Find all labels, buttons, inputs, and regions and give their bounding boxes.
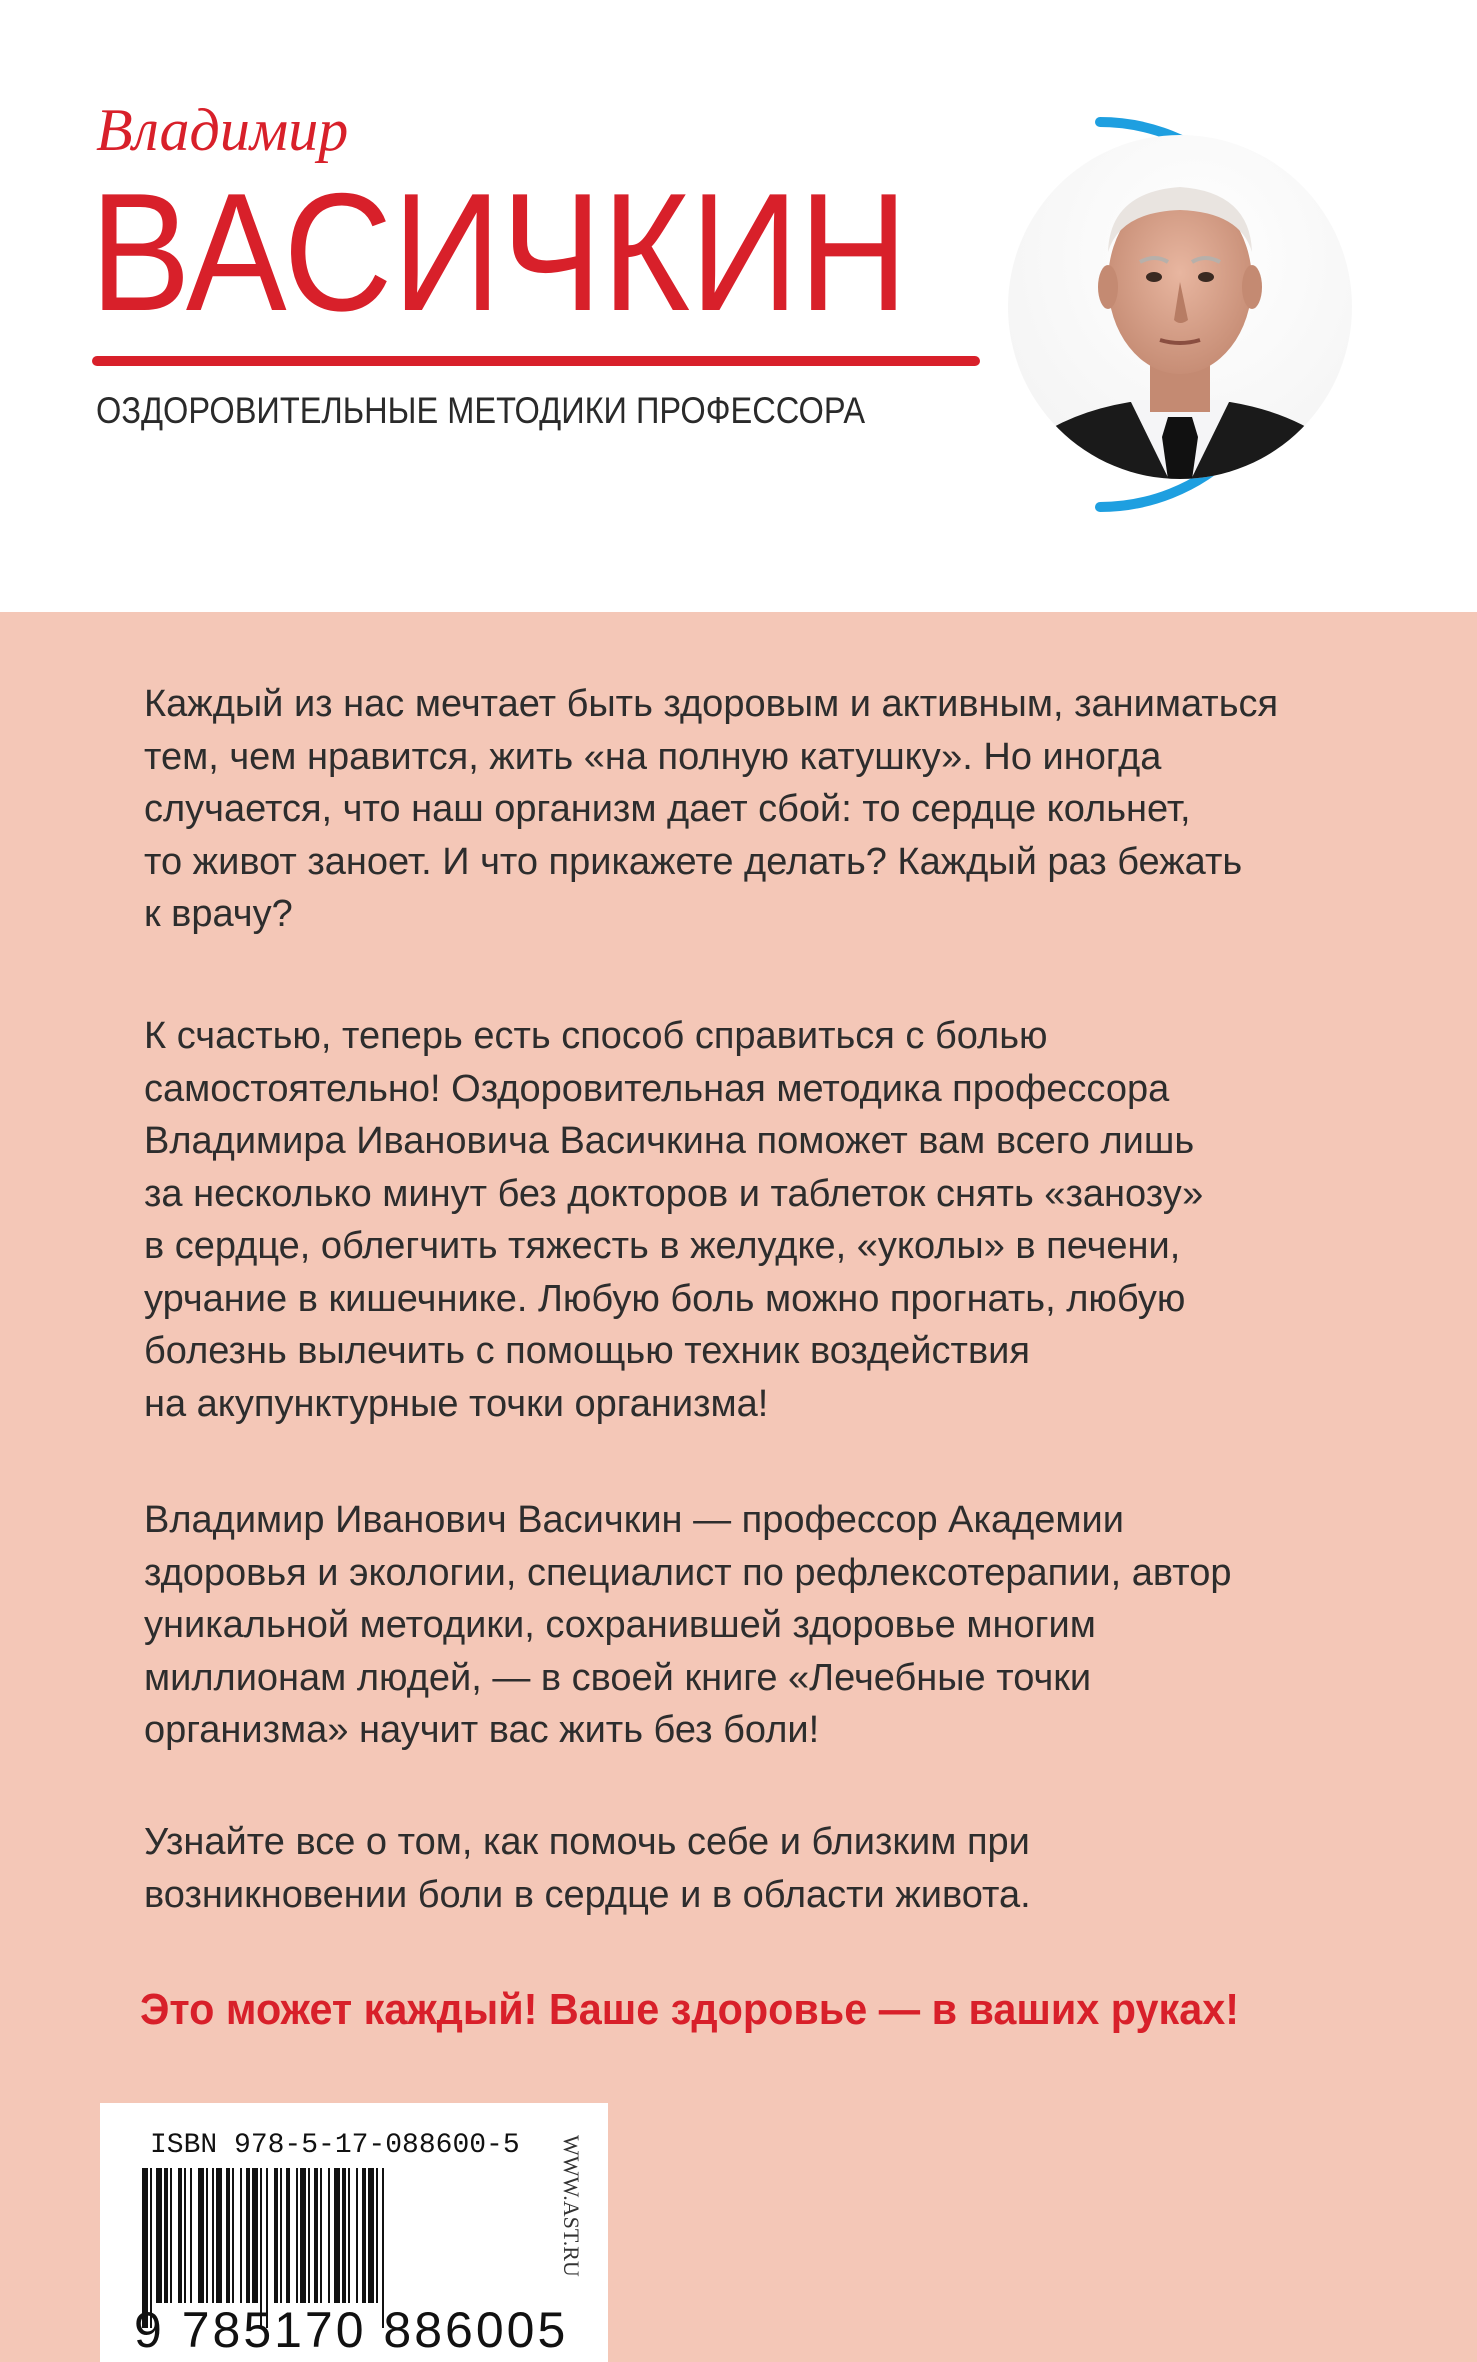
text-line: на акупунктурные точки организма!	[144, 1382, 769, 1425]
description-paragraph-3	[144, 1494, 1414, 1757]
barcode-bar	[206, 2168, 208, 2303]
barcode-bar	[328, 2168, 330, 2303]
barcode-bar	[178, 2168, 182, 2303]
text-line: тем, чем нравится, жить «на полную катушку». Но иногда	[144, 735, 1162, 778]
barcode-bar	[156, 2168, 162, 2303]
barcode-bar	[164, 2168, 168, 2303]
barcode-bar	[198, 2168, 204, 2303]
barcode-bar	[170, 2168, 172, 2303]
slogan: Это может каждый! Ваше здоровье — в ваших руках!	[140, 1985, 1239, 2034]
barcode-bar	[232, 2168, 234, 2303]
cover-header	[0, 0, 1477, 612]
text-line: Владимира Ивановича Васичкина поможет вам всего лишь	[144, 1120, 1195, 1162]
barcode-bar	[376, 2168, 378, 2303]
barcode-bar	[190, 2168, 192, 2303]
description-paragraph-4	[144, 1816, 1414, 1921]
text-line: возникновении боли в сердце и в области живота.	[144, 1873, 1031, 1916]
barcode-bar	[342, 2168, 346, 2303]
text-line: в сердце, облегчить тяжесть в желудке, «уколы» в печени,	[144, 1225, 1181, 1267]
text-line: Узнайте все о том, как помочь себе и близким при	[144, 1821, 1030, 1863]
barcode-bar	[368, 2168, 374, 2303]
text-line: Каждый из нас мечтает быть здоровым и активным, заниматься	[144, 683, 1279, 725]
barcode-bar	[308, 2168, 310, 2303]
description-paragraph-2	[144, 1010, 1414, 1430]
barcode-bar	[184, 2168, 186, 2303]
text-line: случается, что наш организм дает сбой: то сердце кольнет,	[144, 788, 1191, 830]
text-line: Владимир Иванович Васичкин — профессор Академии	[144, 1499, 1124, 1541]
publisher-website: WWW.AST.RU	[559, 2135, 584, 2277]
barcode-bar	[296, 2168, 298, 2303]
barcode-bar	[320, 2168, 322, 2303]
barcode-label	[100, 2103, 608, 2362]
text-line: организма» научит вас жить без боли!	[144, 1709, 820, 1751]
barcode-bar	[334, 2168, 340, 2303]
series-title: ОЗДОРОВИТЕЛЬНЫЕ МЕТОДИКИ ПРОФЕССОРА	[96, 390, 866, 431]
text-line: болезнь вылечить с помощью техник воздействия	[144, 1330, 1030, 1372]
barcode-bar	[356, 2168, 358, 2303]
title-underline	[92, 356, 980, 366]
text-line: здоровья и экологии, специалист по рефлексотерапии, автор	[144, 1551, 1232, 1594]
barcode-bar	[246, 2168, 250, 2303]
text-line: к врачу?	[144, 893, 293, 935]
barcode-bar	[348, 2168, 350, 2303]
barcode-bar	[216, 2168, 222, 2303]
barcode-bar	[252, 2168, 258, 2303]
barcode-bar	[362, 2168, 366, 2303]
text-line: то живот заноет. И что прикажете делать? Каждый раз бежать	[144, 840, 1243, 883]
barcode-bar	[280, 2168, 282, 2303]
text-line: К счастью, теперь есть способ справиться с болью	[144, 1015, 1048, 1057]
text-line: за несколько минут без докторов и таблеток снять «занозу»	[144, 1172, 1204, 1215]
barcode-bar	[240, 2168, 242, 2303]
text-line: самостоятельно! Оздоровительная методика профессора	[144, 1067, 1170, 1110]
text-line: уникальной методики, сохранившей здоровье многим	[144, 1604, 1096, 1646]
description-paragraph-1	[144, 678, 1414, 941]
author-first-name: Владимир	[96, 97, 349, 163]
barcode-bar	[212, 2168, 214, 2303]
barcode-bar	[226, 2168, 230, 2303]
author-last-name: ВАСИЧКИН	[90, 158, 908, 346]
text-line: миллионам людей, — в своей книге «Лечебные точки	[144, 1656, 1092, 1699]
barcode-bar	[300, 2168, 306, 2303]
isbn-text: ISBN 978-5-17-088600-5	[150, 2130, 520, 2161]
barcode-digits: 9 785170 886005	[134, 2302, 569, 2358]
barcode-bar	[286, 2168, 290, 2303]
author-portrait	[990, 82, 1400, 522]
barcode-bar	[314, 2168, 318, 2303]
text-line: урчание в кишечнике. Любую боль можно прогнать, любую	[144, 1277, 1186, 1320]
barcode-bar	[274, 2168, 278, 2303]
